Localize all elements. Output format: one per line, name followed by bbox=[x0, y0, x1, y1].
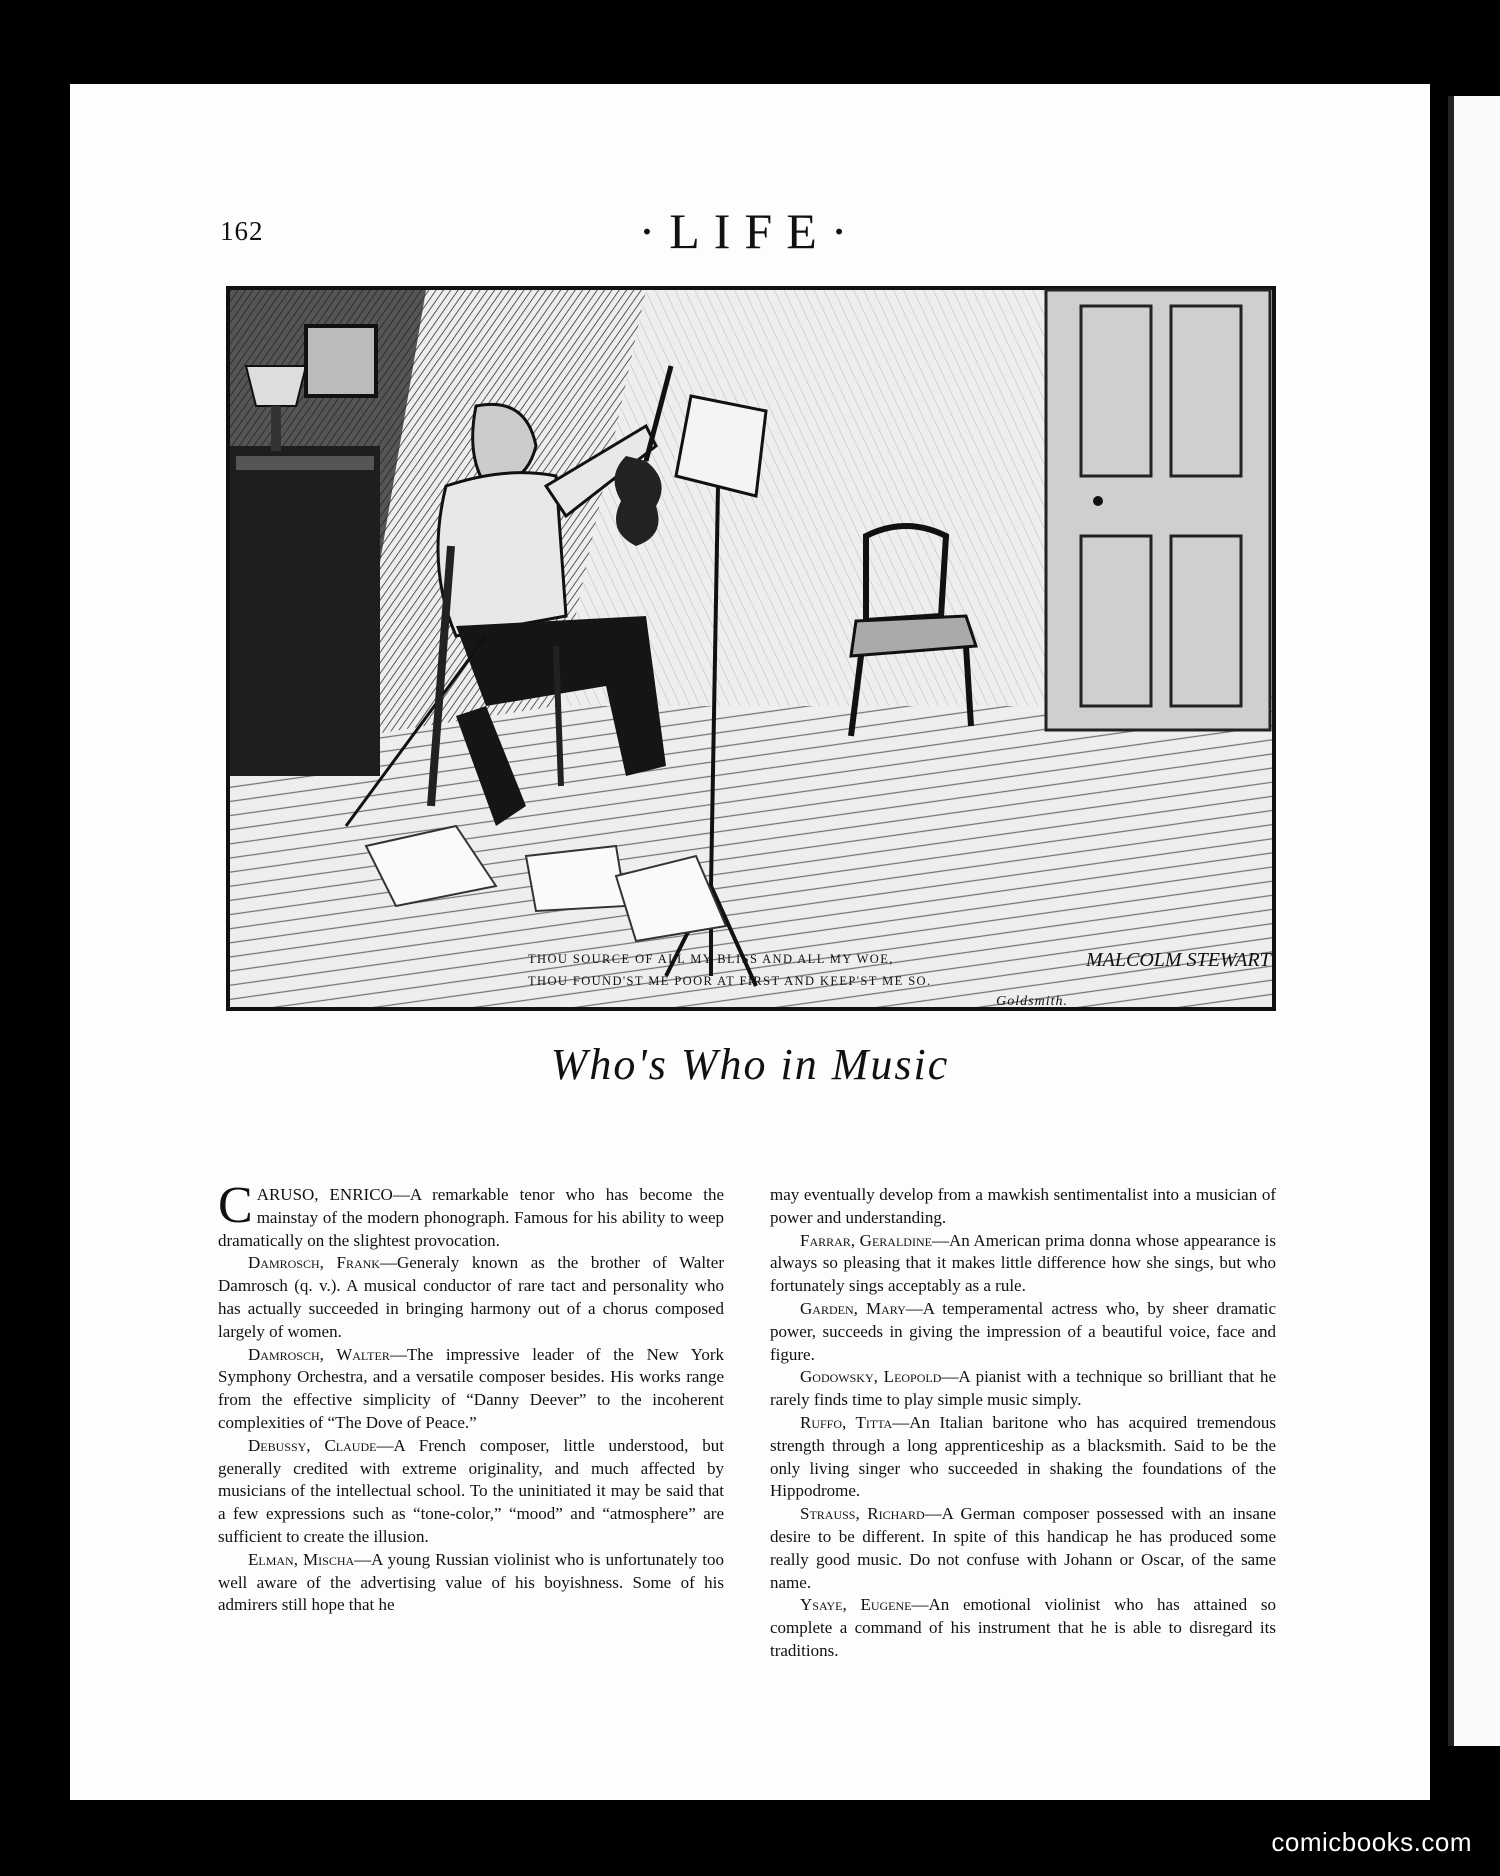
entry-name: Damrosch, Walter bbox=[248, 1344, 390, 1364]
entry-name: Farrar, Geraldine bbox=[800, 1230, 932, 1250]
entry-name: Debussy, Claude bbox=[248, 1435, 377, 1455]
artist-signature: MALCOLM STEWART bbox=[1086, 949, 1271, 971]
entry-name: Garden, Mary bbox=[800, 1298, 906, 1318]
entry-godowsky bbox=[770, 1366, 1276, 1412]
entry-name: Strauss, Richard bbox=[800, 1504, 925, 1524]
entry-text: —Generaly known as the brother of Walter Damrosch (q. v.). A musical conductor of rare tact and personality who has actually succeeded in bringing harmony out of a chorus composed largely of women. bbox=[218, 1253, 724, 1341]
entry-text: —A pianist with a technique so brilliant that he rarely finds time to play simple music simply. bbox=[770, 1367, 1276, 1410]
entry-name: Ysaye, Eugene bbox=[800, 1595, 912, 1615]
article-title: Who's Who in Music bbox=[550, 1040, 950, 1089]
illustration-violinist bbox=[226, 286, 1276, 1011]
entry-caruso bbox=[218, 1177, 724, 1252]
entry-debussy bbox=[218, 1435, 724, 1549]
entry-name: Godowsky, Leopold bbox=[800, 1367, 942, 1387]
entry-text: —An Italian baritone who has acquired tremendous strength through a long apprenticeship as a blacksmith. Said to be the only living singer who succeeded in shaking the foundations of the Hippodrome. bbox=[770, 1412, 1276, 1501]
entry-text: —The impressive leader of the New York Symphony Orchestra, and a versatile composer besides. His works range from the effective simplicity of “Danny Deever” to the incoherent complexities of “The Dove of Peace.” bbox=[218, 1344, 724, 1432]
entry-name: Damrosch, Frank bbox=[248, 1253, 380, 1273]
entry-text: —An American prima donna whose appearance is always so pleasing that it makes little difference how she sings, but who fortunately sings acceptably as a rule. bbox=[770, 1230, 1276, 1296]
entry-ysaye bbox=[770, 1594, 1276, 1662]
illustration-caption bbox=[528, 948, 1068, 1012]
entry-strauss bbox=[770, 1503, 1276, 1594]
entry-elman bbox=[218, 1549, 724, 1617]
drop-cap: C bbox=[218, 1177, 253, 1234]
entry-farrar bbox=[770, 1230, 1276, 1298]
entry-elman-continued: may eventually develop from a mawkish sentimentalist into a musician of power and understanding. bbox=[770, 1185, 1276, 1227]
caption-attribution: Goldsmith. bbox=[996, 994, 1068, 1009]
adjacent-page-edge bbox=[1448, 96, 1500, 1746]
page-number: 162 bbox=[220, 216, 264, 246]
article-column-left bbox=[218, 1177, 724, 1617]
caption-line-1: THOU SOURCE OF ALL MY BLISS AND ALL MY WOE, bbox=[528, 952, 894, 966]
entry-damrosch-frank bbox=[218, 1252, 724, 1343]
magazine-page bbox=[70, 84, 1430, 1800]
entry-text: —A temperamental actress who, by sheer dramatic power, succeeds in giving the impression of a beautiful voice, face and figure. bbox=[770, 1298, 1276, 1364]
caption-line-2: THOU FOUND'ST ME POOR AT FIRST AND KEEP'ST ME SO. bbox=[528, 974, 932, 988]
article-column-right bbox=[770, 1184, 1276, 1663]
entry-text: —A remarkable tenor who has become the mainstay of the modern phonograph. Famous for his ability to weep dramatically on the slightest provocation. bbox=[218, 1185, 724, 1250]
entry-damrosch-walter bbox=[218, 1344, 724, 1435]
entry-name: Ruffo, Titta bbox=[800, 1412, 893, 1432]
entry-name: Elman, Mischa bbox=[248, 1549, 355, 1569]
entry-text: —A French composer, little understood, but generally credited with extreme originality, and much affected by musicians of the intellectual school. To the uninitiated it may be said that a few expressions such as “tone-color,” “mood” and “atmosphere” are sufficient to create the illusion. bbox=[218, 1435, 724, 1546]
entry-ruffo bbox=[770, 1412, 1276, 1503]
masthead-title: ·LIFE· bbox=[638, 203, 862, 259]
entry-text: —A young Russian violinist who is unfortunately too well aware of the advertising value of his boyishness. Some of his admirers still hope that he bbox=[218, 1549, 724, 1615]
site-watermark: comicbooks.com bbox=[1271, 1827, 1472, 1857]
entry-name: ARUSO, ENRICO bbox=[256, 1185, 393, 1204]
entry-text: —A German composer possessed with an insane desire to be different. In spite of this handicap he has produced some really good music. Do not confuse with Johann or Oscar, of the same name. bbox=[770, 1504, 1277, 1592]
entry-text: —An emotional violinist who has attained so complete a command of his instrument that he is able to disregard its traditions. bbox=[770, 1595, 1276, 1660]
entry-garden bbox=[770, 1298, 1276, 1366]
